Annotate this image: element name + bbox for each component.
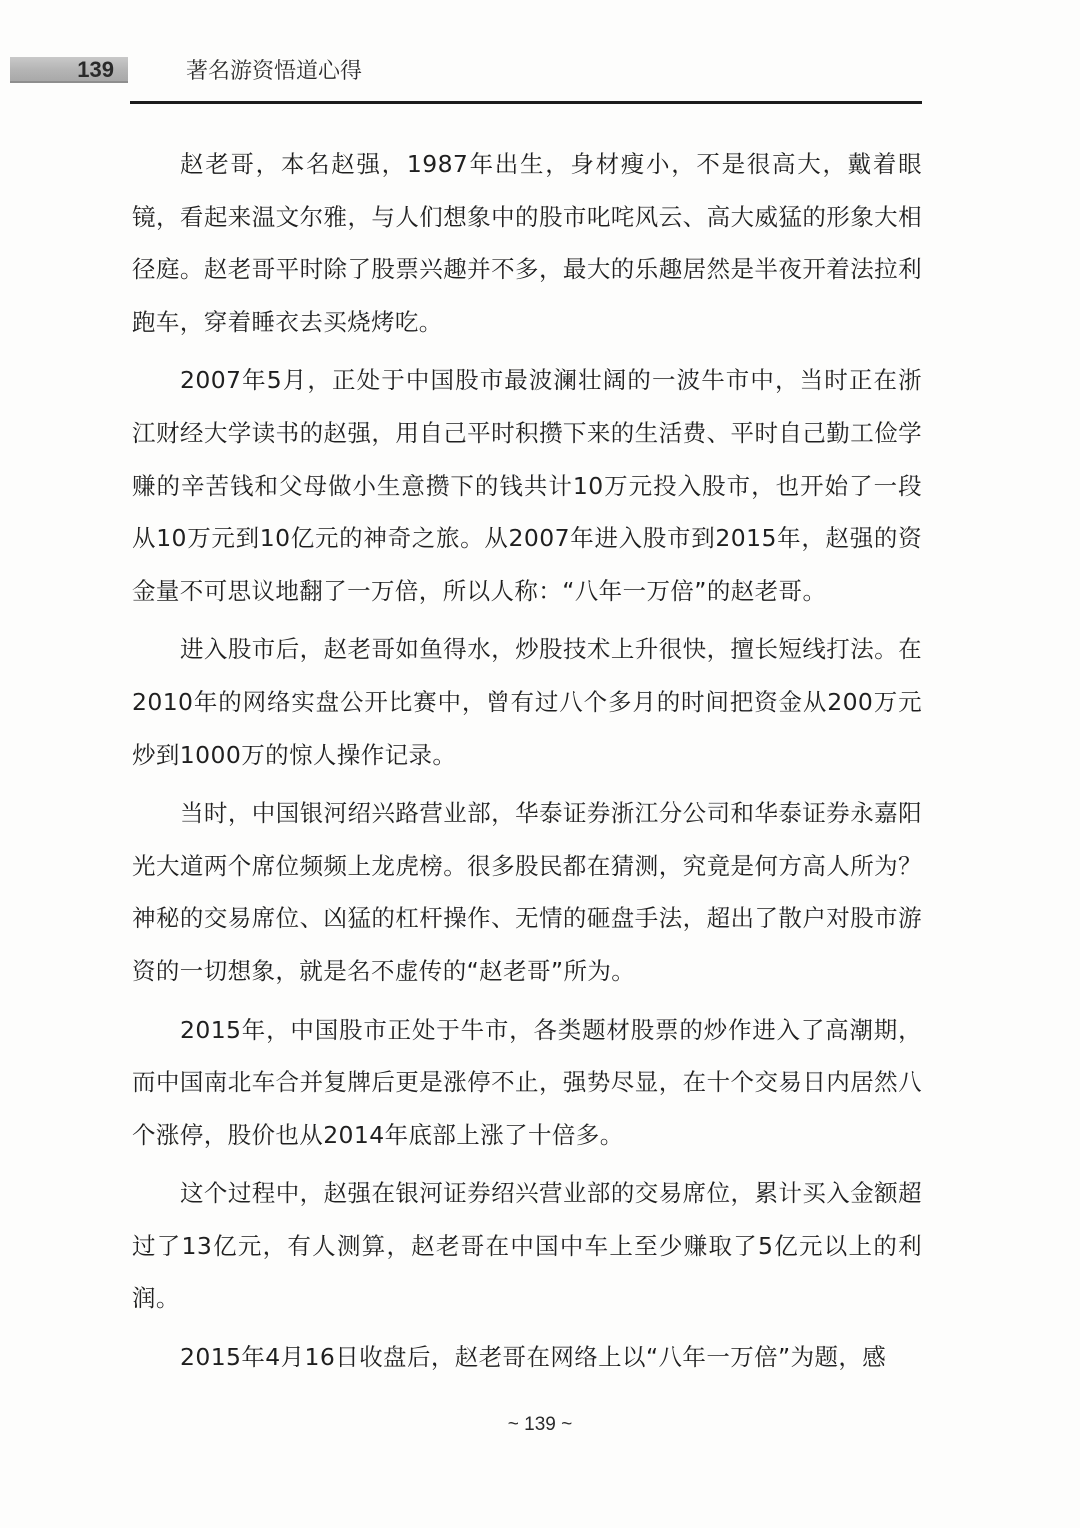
header-divider bbox=[130, 101, 922, 104]
running-header-title: 著名游资悟道心得 bbox=[186, 59, 363, 84]
paragraph: 2015年4月16日收盘后，赵老哥在网络上以“八年一万倍”为题，感 bbox=[180, 1343, 887, 1372]
paragraph: 当时，中国银河绍兴路营业部，华泰证券浙江分公司和华泰证券永嘉阳光大道两个席位频频上龙虎榜。很多股民都在猜测，究竟是何方高人所为？神秘的交易席位、凶猛的杠杆操作、无情的砸盘手法，超出了散户对股市游资的一切想象，就是名不虚传的“赵老哥”所为。 bbox=[132, 799, 922, 985]
paragraph: 2007年5月，正处于中国股市最波澜壮阔的一波牛市中，当时正在浙江财经大学读书的赵强，用自己平时积攒下来的生活费、平时自己勤工俭学赚的辛苦钱和父母做小生意攒下的钱共计10万元投入股市，也开始了一段从10万元到10亿元的神奇之旅。从2007年进入股市到2015年，赵强的资金量不可思议地翻了一万倍，所以人称：“八年一万倍”的赵老哥。 bbox=[132, 366, 922, 605]
header-page-number-tab bbox=[10, 57, 128, 83]
paragraph: 2015年，中国股市正处于牛市，各类题材股票的炒作进入了高潮期，而中国南北车合并复牌后更是涨停不止，强势尽显，在十个交易日内居然八个涨停，股价也从2014年底部上涨了十倍多。 bbox=[132, 1015, 922, 1149]
body-text bbox=[132, 138, 922, 1390]
paragraph: 进入股市后，赵老哥如鱼得水，炒股技术上升很快，擅长短线打法。在2010年的网络实盘公开比赛中，曾有过八个多月的时间把资金从200万元炒到1000万的惊人操作记录。 bbox=[132, 635, 922, 769]
paragraph: 赵老哥，本名赵强，1987年出生，身材瘦小，不是很高大，戴着眼镜，看起来温文尔雅，与人们想象中的股市叱咤风云、高大威猛的形象大相径庭。赵老哥平时除了股票兴趣并不多，最大的乐趣居然是半夜开着法拉利跑车，穿着睡衣去买烧烤吃。 bbox=[132, 150, 922, 336]
paragraph: 这个过程中，赵强在银河证券绍兴营业部的交易席位，累计买入金额超过了13亿元，有人测算，赵老哥在中国中车上至少赚取了5亿元以上的利润。 bbox=[132, 1179, 922, 1313]
header-page-number: 139 bbox=[77, 57, 114, 82]
footer-page-number: ~ 139 ~ bbox=[507, 1414, 573, 1435]
